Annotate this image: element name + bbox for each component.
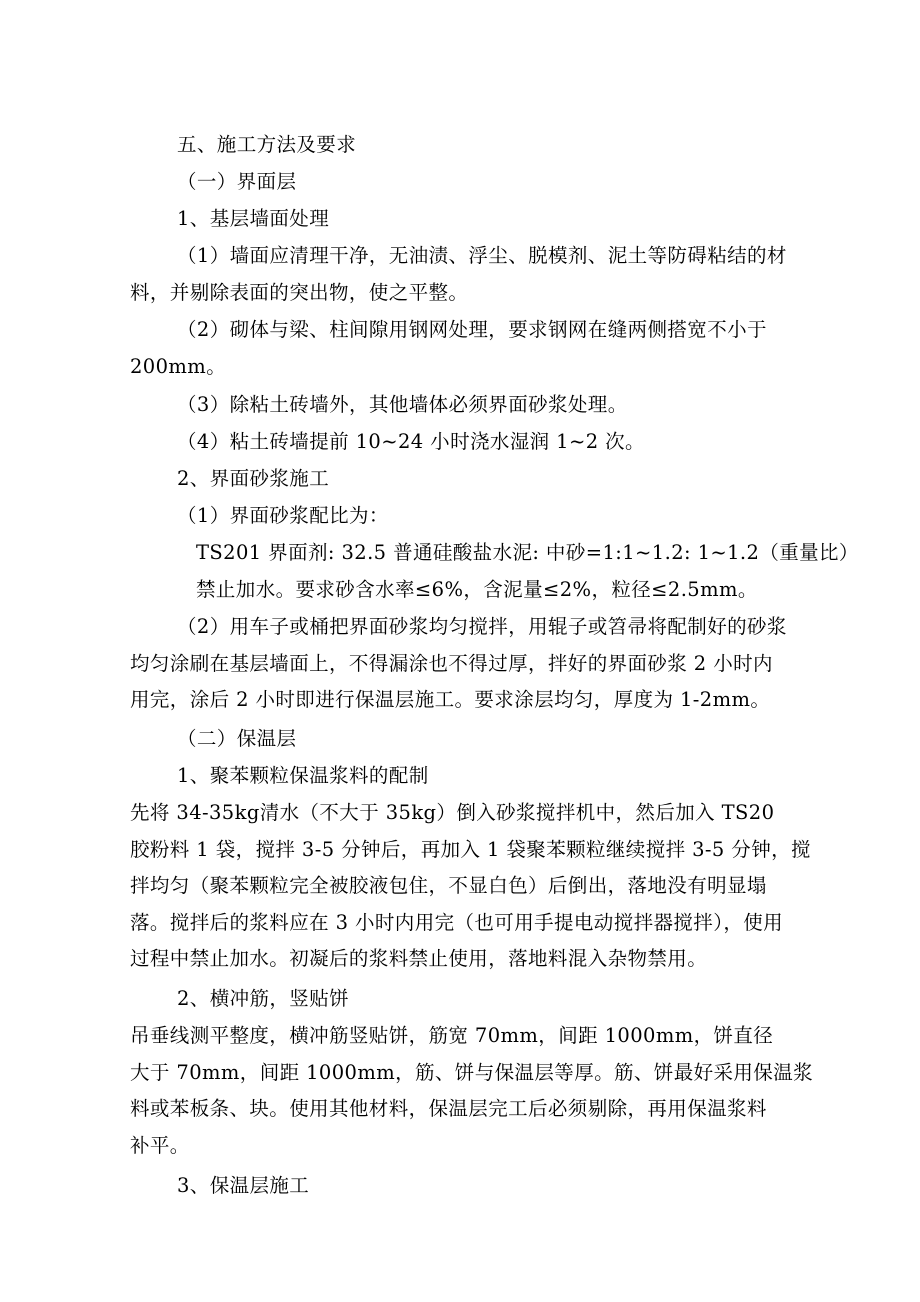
item-heading xyxy=(130,1168,830,1205)
list-paragraph xyxy=(130,498,830,535)
section-heading xyxy=(130,127,830,164)
text-line: 落。搅拌后的浆料应在 3 小时内用完（也可用手提电动搅拌器搅拌），使用 xyxy=(130,910,784,934)
text-line: 2、界面砂浆施工 xyxy=(177,467,330,490)
text-line: 胶粉料 1 袋，搅拌 3-5 分钟后，再加入 1 袋聚苯颗粒继续搅拌 3-5 分钟，搅 xyxy=(130,837,811,861)
item-heading xyxy=(130,201,830,238)
text-line: 1、聚苯颗粒保温浆料的配制 xyxy=(177,764,429,787)
text-line: 禁止加水。要求砂含水率≤6%，含泥量≤2%，粒径≤2.5mm。 xyxy=(196,577,758,601)
formula-paragraph xyxy=(130,535,859,608)
text-line: （2）用车子或桶把界面砂浆均匀搅拌，用辊子或笤帚将配制好的砂浆 xyxy=(177,615,787,638)
text-line: 料，并剔除表面的突出物，使之平整。 xyxy=(130,280,469,304)
text-line: （2）砌体与梁、柱间隙用钢网处理，要求钢网在缝两侧搭宽不小于 xyxy=(177,318,767,341)
list-paragraph xyxy=(130,387,830,424)
list-paragraph xyxy=(130,238,830,311)
text-line: 大于 70mm，间距 1000mm，筋、饼与保温层等厚。筋、饼最好采用保温浆 xyxy=(130,1060,813,1084)
text-line: （3）除粘土砖墙外，其他墙体必须界面砂浆处理。 xyxy=(177,393,628,416)
text-line: （二）保温层 xyxy=(177,727,297,750)
text-line: 200mm。 xyxy=(130,354,227,378)
text-line: 用完，涂后 2 小时即进行保温层施工。要求涂层均匀，厚度为 1-2mm。 xyxy=(130,688,771,711)
body-paragraph xyxy=(130,795,830,978)
text-line: 补平。 xyxy=(130,1133,190,1157)
text-line: （一）界面层 xyxy=(177,170,297,193)
text-line: 五、施工方法及要求 xyxy=(177,133,357,156)
text-line: （4）粘土砖墙提前 10~24 小时浇水湿润 1~2 次。 xyxy=(177,430,645,453)
text-line: 3、保温层施工 xyxy=(177,1174,310,1197)
text-line: 过程中禁止加水。初凝后的浆料禁止使用，落地料混入杂物禁用。 xyxy=(130,947,708,970)
text-line: 均匀涂刷在基层墙面上，不得漏涂也不得过厚，拌好的界面砂浆 2 小时内 xyxy=(130,651,773,675)
body-paragraph xyxy=(130,1018,830,1164)
subsection-heading xyxy=(130,721,830,758)
text-line: （1）界面砂浆配比为： xyxy=(177,504,389,527)
text-line: 2、横冲筋，竖贴饼 xyxy=(177,987,350,1010)
item-heading xyxy=(130,981,830,1018)
text-line: 1、基层墙面处理 xyxy=(177,207,330,230)
text-line: 拌均匀（聚苯颗粒完全被胶液包住，不显白色）后倒出，落地没有明显塌 xyxy=(130,874,767,897)
item-heading xyxy=(130,461,830,498)
list-paragraph xyxy=(130,312,830,385)
text-line: （1）墙面应清理干净，无油渍、浮尘、脱模剂、泥土等防碍粘结的材 xyxy=(177,244,787,267)
text-line: 先将 34-35kg清水（不大于 35kg）倒入砂浆搅拌机中，然后加入 TS20 xyxy=(130,801,775,824)
list-paragraph xyxy=(130,424,830,461)
item-heading xyxy=(130,758,830,795)
text-line: 吊垂线测平整度，横冲筋竖贴饼，筋宽 70mm，间距 1000mm，饼直径 xyxy=(130,1024,774,1047)
subsection-heading xyxy=(130,164,830,201)
text-line: 料或苯板条、块。使用其他材料，保温层完工后必须剔除，再用保温浆料 xyxy=(130,1097,767,1120)
list-paragraph xyxy=(130,609,830,719)
text-line: TS201 界面剂: 32.5 普通硅酸盐水泥: 中砂=1:1~1.2: 1~1.2（重量比） xyxy=(196,541,859,564)
